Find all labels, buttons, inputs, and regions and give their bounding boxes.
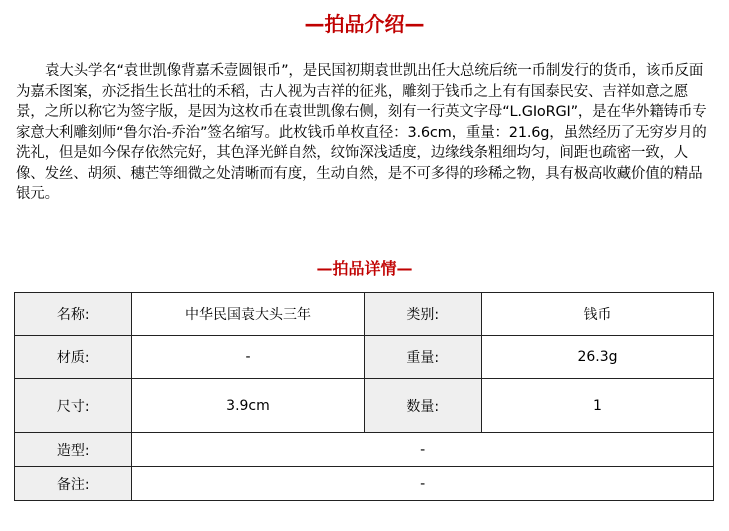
- table-row: [15, 379, 714, 433]
- material-value: -: [132, 336, 364, 379]
- details-table: [14, 292, 714, 501]
- weight-value: 26.3g: [481, 336, 713, 379]
- category-value: 钱币: [481, 293, 713, 336]
- note-value: -: [132, 467, 714, 501]
- quantity-label: 数量:: [364, 379, 481, 433]
- table-row: [15, 336, 714, 379]
- name-value: 中华民国袁大头三年: [132, 293, 364, 336]
- intro-section-title: —拍品介绍—: [304, 12, 425, 36]
- table-row: [15, 467, 714, 501]
- material-label: 材质:: [15, 336, 132, 379]
- shape-label: 造型:: [15, 433, 132, 467]
- size-value: 3.9cm: [132, 379, 364, 433]
- weight-label: 重量:: [364, 336, 481, 379]
- table-row: [15, 433, 714, 467]
- size-label: 尺寸:: [15, 379, 132, 433]
- shape-value: -: [132, 433, 714, 467]
- intro-paragraph: 袁大头学名“袁世凯像背嘉禾壹圆银币”，是民国初期袁世凯出任大总统后统一币制发行的货币，该币反面为嘉禾图案，亦泛指生长茁壮的禾稻，古人视为吉祥的征兆，雕刻于钱币之上有有国泰民安、吉祥如意之愿景，之所以称它为签字版，是因为这枚币在袁世凯像右侧，刻有一行英文字母“L.GIoRGI”，是在华外籍铸币专家意大利雕刻师“鲁尔治-乔治”签名缩写。此枚钱币单枚直径：3.6cm，重量：21.6g，虽然经历了无穷岁月的洗礼，但是如今保存依然完好，其色泽光鲜自然，纹饰深浅适度，边缘线条粗细均匀，间距也疏密一致，人像、发丝、胡须、穗芒等细微之处清晰而有度，生动自然，是不可多得的珍稀之物，具有极高收藏价值的精品银元。: [16, 63, 707, 202]
- quantity-value: 1: [481, 379, 713, 433]
- details-section-title: —拍品详情—: [316, 259, 413, 278]
- note-label: 备注:: [15, 467, 132, 501]
- category-label: 类别:: [364, 293, 481, 336]
- table-row: [15, 293, 714, 336]
- name-label: 名称:: [15, 293, 132, 336]
